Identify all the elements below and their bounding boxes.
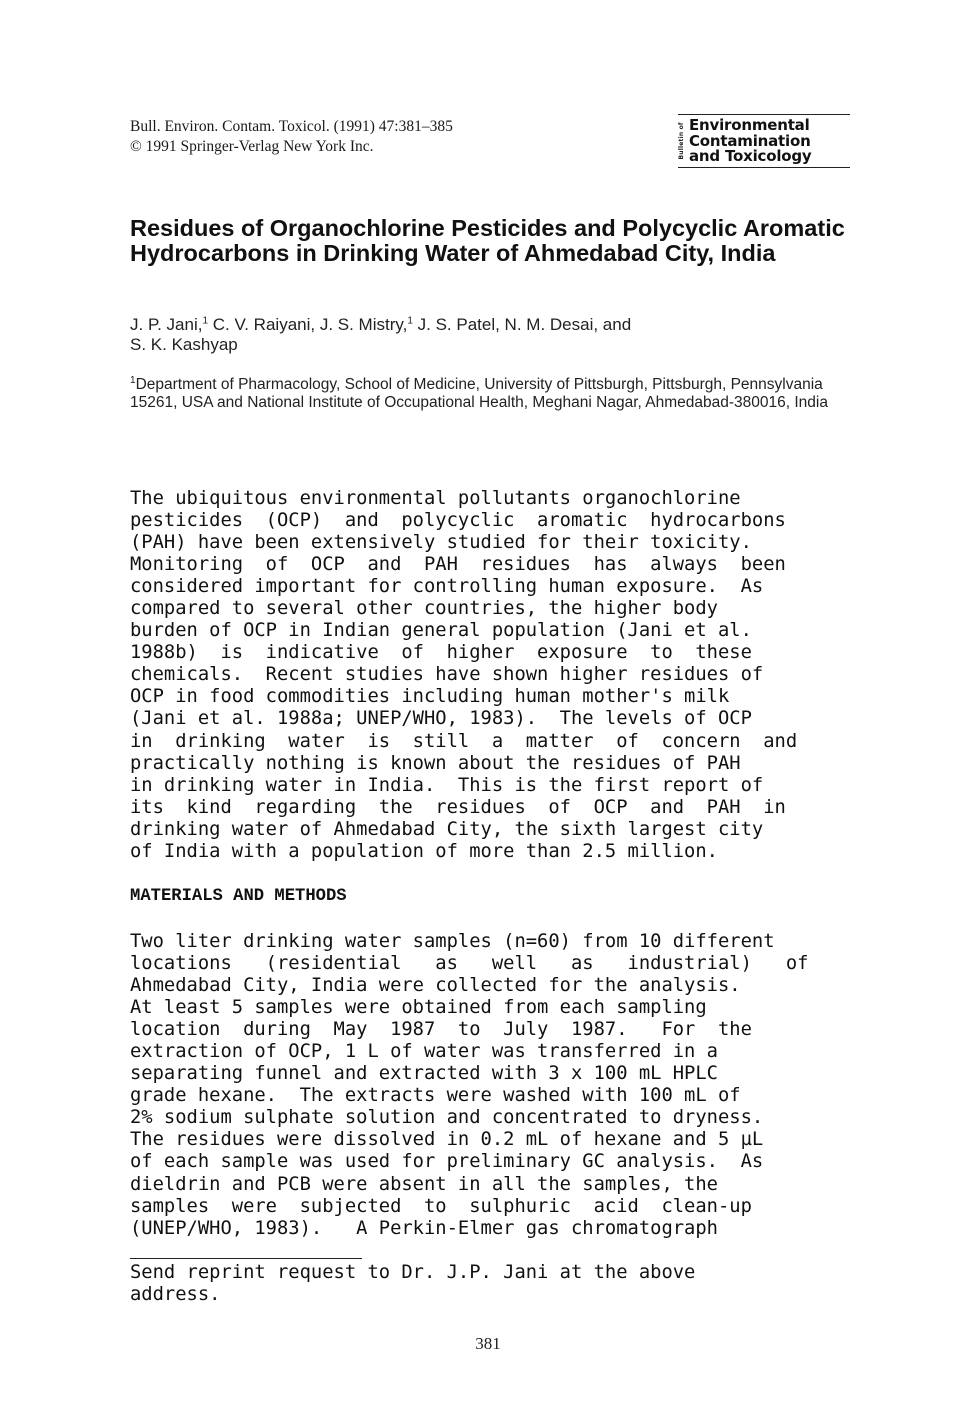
text-line: chemicals. Recent studies have shown higher residues of bbox=[130, 664, 764, 686]
text-line: 2% sodium sulphate solution and concentrated to dryness. bbox=[130, 1107, 764, 1129]
text-line: in drinking water is still a matter of concern and bbox=[130, 730, 798, 752]
text-line: compared to several other countries, the higher body bbox=[130, 598, 718, 620]
text-line: location during May 1987 to July 1987. For the bbox=[130, 1019, 752, 1041]
text-line: address. bbox=[130, 1284, 221, 1306]
citation-copyright-line: © 1991 Springer-Verlag New York Inc. bbox=[130, 138, 374, 155]
logo-lines bbox=[687, 118, 811, 165]
text-line: The residues were dissolved in 0.2 mL of hexane and 5 µL bbox=[130, 1129, 764, 1151]
text-line: Send reprint request to Dr. J.P. Jani at the above bbox=[130, 1262, 696, 1283]
author-3: J. S. Patel, N. M. Desai, and bbox=[412, 315, 632, 334]
text-line: Two liter drinking water samples (n=60) from 10 different bbox=[130, 931, 775, 952]
affiliation-mark: 1 bbox=[130, 374, 136, 386]
footnote bbox=[130, 1262, 695, 1306]
text-line: practically nothing is known about the residues of PAH bbox=[130, 752, 741, 774]
author-2: C. V. Raiyani, J. S. Mistry, bbox=[208, 315, 408, 334]
text-line: drinking water of Ahmedabad City, the sixth largest city bbox=[130, 818, 764, 840]
author-1-affiliation-mark: 1 bbox=[202, 315, 209, 327]
text-line: grade hexane. The extracts were washed with 100 mL of bbox=[130, 1085, 741, 1107]
affiliation-text: Department of Pharmacology, School of Medicine, University of Pittsburgh, Pittsburgh, Pennsylvania 15261, USA and National Institute of Occupational Health, Meghani Nagar, Ahmedabad-380016, India bbox=[130, 376, 828, 411]
text-line: 1988b) is indicative of higher exposure to these bbox=[130, 642, 752, 664]
footnote-rule bbox=[130, 1258, 362, 1259]
author-2-affiliation-mark: 1 bbox=[407, 315, 413, 327]
page-number: 381 bbox=[475, 1334, 501, 1353]
text-line: (PAH) have been extensively studied for their toxicity. bbox=[130, 532, 752, 554]
author-4: S. K. Kashyap bbox=[130, 335, 238, 354]
text-line: pesticides (OCP) and polycyclic aromatic hydrocarbons bbox=[130, 510, 786, 532]
logo-top-rule bbox=[678, 114, 850, 115]
text-line: (Jani et al. 1988a; UNEP/WHO, 1983). The levels of OCP bbox=[130, 708, 752, 730]
citation-block bbox=[130, 117, 453, 157]
article-title: Residues of Organochlorine Pesticides and Polycyclic Aromatic Hydrocarbons in Drinking Water of Ahmedabad City, India bbox=[130, 215, 845, 266]
journal-logo bbox=[678, 114, 850, 168]
author-list bbox=[130, 315, 770, 355]
logo-body bbox=[678, 118, 850, 165]
text-line: samples were subjected to sulphuric acid clean-up bbox=[130, 1195, 752, 1217]
section-heading-methods: MATERIALS AND METHODS bbox=[130, 887, 347, 906]
text-line: Ahmedabad City, India were collected for the analysis. bbox=[130, 975, 741, 997]
logo-bottom-rule bbox=[678, 167, 850, 168]
text-line: dieldrin and PCB were absent in all the samples, the bbox=[130, 1173, 718, 1195]
citation-journal-line: Bull. Environ. Contam. Toxicol. (1991) 47:381–385 bbox=[130, 118, 453, 135]
text-line: Monitoring of OCP and PAH residues has always been bbox=[130, 554, 786, 576]
text-line: The ubiquitous environmental pollutants organochlorine bbox=[130, 488, 741, 509]
text-line: considered important for controlling human exposure. As bbox=[130, 576, 764, 598]
text-line: in drinking water in India. This is the first report of bbox=[130, 774, 764, 796]
methods-paragraph bbox=[130, 931, 808, 1240]
text-line: extraction of OCP, 1 L of water was transferred in a bbox=[130, 1041, 718, 1063]
text-line: of India with a population of more than 2.5 million. bbox=[130, 840, 718, 862]
author-1: J. P. Jani, bbox=[130, 315, 203, 334]
logo-line-2: Contamination bbox=[689, 131, 811, 150]
text-line: locations (residential as well as industrial) of bbox=[130, 953, 809, 975]
text-line: OCP in food commodities including human mother's milk bbox=[130, 686, 730, 708]
affiliation bbox=[130, 376, 830, 411]
text-line: of each sample was used for preliminary GC analysis. As bbox=[130, 1151, 764, 1173]
logo-line-3: and Toxicology bbox=[689, 147, 812, 165]
text-line: (UNEP/WHO, 1983). A Perkin-Elmer gas chromatograph bbox=[130, 1217, 718, 1239]
text-line: separating funnel and extracted with 3 x 100 mL HPLC bbox=[130, 1063, 718, 1085]
text-line: burden of OCP in Indian general population (Jani et al. bbox=[130, 620, 752, 642]
text-line: At least 5 samples were obtained from each sampling bbox=[130, 997, 707, 1019]
introduction-paragraph bbox=[130, 488, 797, 863]
logo-side-text: Bulletin of bbox=[678, 122, 685, 160]
text-line: its kind regarding the residues of OCP and PAH in bbox=[130, 796, 786, 818]
logo-line-1: Environmental bbox=[689, 116, 810, 134]
